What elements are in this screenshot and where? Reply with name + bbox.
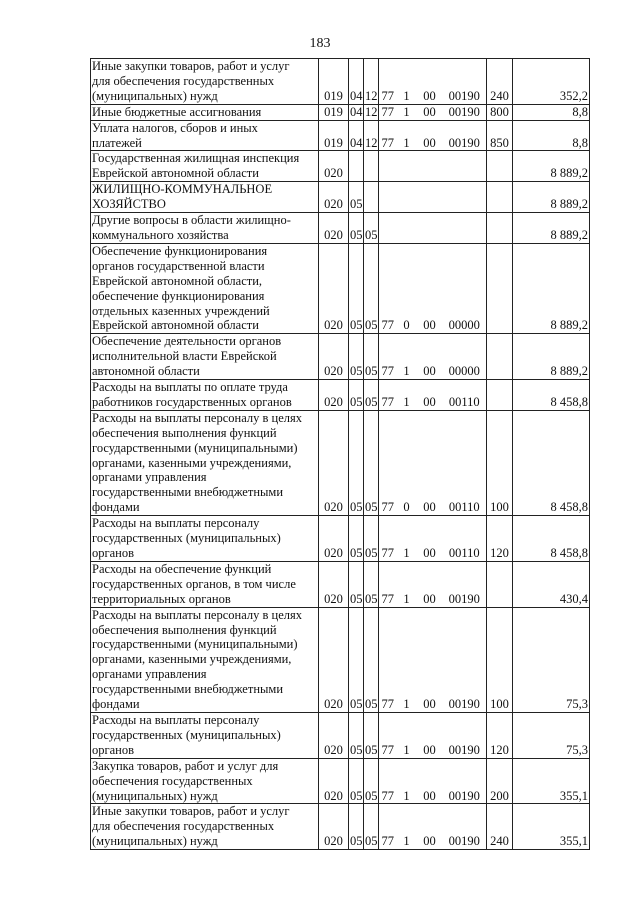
expense-code-cell: 00190 [443, 120, 487, 151]
expense-type-cell: 100 [487, 410, 513, 515]
direction-code-cell [417, 213, 443, 244]
item-name-line: Обеспечение функционирования [92, 243, 268, 258]
table-row [91, 151, 590, 182]
item-name-cell [91, 758, 319, 804]
item-name-line: Расходы на выплаты персоналу в целях [92, 607, 302, 622]
subprogram-code-cell: 1 [397, 120, 417, 151]
subsection-code-cell: 05 [364, 561, 379, 607]
item-name-cell [91, 410, 319, 515]
direction-code-cell: 00 [417, 758, 443, 804]
item-name-line: Иные бюджетные ассигнования [92, 104, 262, 119]
section-code-cell: 04 [350, 104, 363, 119]
item-name-line: Закупка товаров, работ и услуг для [92, 758, 279, 773]
item-name-line: (муниципальных) нужд [92, 788, 218, 803]
item-name-line: Иные закупки товаров, работ и услуг [92, 59, 290, 73]
subprogram-code-cell: 1 [397, 561, 417, 607]
expense-type-cell [487, 334, 513, 380]
subprogram-code-cell: 1 [397, 59, 417, 105]
section-code-cell [349, 151, 364, 182]
table-row [91, 758, 590, 804]
item-name-cell [91, 59, 319, 105]
expense-code-cell: 00110 [443, 410, 487, 515]
expense-code-cell: 00190 [443, 758, 487, 804]
ved-code-cell: 020 [319, 516, 349, 562]
expense-type-cell: 120 [487, 712, 513, 758]
section-code-cell: 05 [349, 516, 364, 562]
item-name-line: ХОЗЯЙСТВО [92, 197, 166, 212]
subsection-code-cell [364, 151, 379, 182]
table-row [91, 213, 590, 244]
amount-cell: 430,4 [513, 561, 590, 607]
item-name-line: органами управления [92, 470, 207, 485]
item-name-line: фондами [92, 697, 140, 712]
ved-code-cell: 020 [319, 213, 349, 244]
direction-code-cell: 00 [417, 120, 443, 151]
direction-code-cell: 00 [417, 243, 443, 333]
amount-cell: 8 889,2 [513, 243, 590, 333]
program-code-cell: 77 [379, 380, 397, 411]
subprogram-code-cell: 1 [397, 334, 417, 380]
section-code-cell: 05 [349, 380, 364, 411]
direction-code-cell: 00 [417, 516, 443, 562]
section-code-cell: 04 [349, 59, 364, 105]
direction-code-cell: 00 [417, 410, 443, 515]
item-name-line: органов [92, 742, 135, 757]
subsection-code-cell: 05 [364, 758, 379, 804]
item-name-cell [91, 804, 319, 850]
program-code-cell: 77 [379, 516, 397, 562]
program-code-cell: 77 [379, 410, 397, 515]
item-name-line: государственными (муниципальными) [92, 637, 298, 652]
subsection-code-cell: 12 [364, 59, 379, 105]
expense-code-cell: 00190 [443, 607, 487, 712]
subsection-code-cell: 05 [364, 334, 379, 380]
section-code-cell: 05 [349, 712, 364, 758]
item-name-line: органами, казенными учреждениями, [92, 652, 292, 667]
subprogram-code-cell [397, 151, 417, 182]
subprogram-code-cell: 1 [397, 104, 417, 120]
subsection-code-cell: 12 [365, 104, 378, 119]
item-name-cell [91, 151, 319, 182]
item-name-line: государственными внебюджетными [92, 682, 284, 697]
item-name-line: государственных (муниципальных) [92, 727, 281, 742]
amount-cell: 352,2 [513, 59, 590, 105]
section-code-cell: 05 [349, 182, 364, 213]
table-row [91, 120, 590, 151]
page-number: 183 [309, 36, 331, 51]
item-name-line: работников государственных органов [92, 394, 292, 409]
item-name-cell [91, 182, 319, 213]
expense-type-cell [487, 213, 513, 244]
subprogram-code-cell: 1 [397, 804, 417, 850]
expense-code-cell: 00190 [443, 561, 487, 607]
expense-type-cell: 120 [487, 516, 513, 562]
subprogram-code-cell: 0 [397, 243, 417, 333]
item-name-cell [91, 120, 319, 151]
subsection-code-cell: 05 [364, 607, 379, 712]
table-row [91, 804, 590, 850]
table-row [91, 380, 590, 411]
expense-type-cell: 240 [487, 59, 513, 105]
item-name-line: территориальных органов [92, 591, 231, 606]
expense-type-cell [487, 380, 513, 411]
item-name-line: Иные закупки товаров, работ и услуг [92, 804, 290, 819]
item-name-line: платежей [92, 135, 142, 150]
item-name-line: ЖИЛИЩНО-КОММУНАЛЬНОЕ [92, 182, 273, 197]
section-code-cell: 05 [349, 561, 364, 607]
item-name-line: обеспечения выполнения функций [92, 425, 277, 440]
item-name-line: Уплата налогов, сборов и иных [92, 120, 258, 135]
ved-code-cell: 020 [319, 712, 349, 758]
amount-cell: 8 889,2 [513, 334, 590, 380]
program-code-cell: 77 [379, 561, 397, 607]
item-name-line: (муниципальных) нужд [92, 834, 218, 849]
item-name-line: фондами [92, 500, 140, 515]
item-name-line: для обеспечения государственных [92, 73, 275, 88]
subsection-code-cell: 05 [364, 380, 379, 411]
ved-code-cell: 020 [319, 561, 349, 607]
item-name-cell [91, 213, 319, 244]
table-row [91, 334, 590, 380]
item-name-line: обеспечения государственных [92, 773, 253, 788]
section-code-cell: 05 [349, 410, 364, 515]
program-code-cell: 77 [379, 334, 397, 380]
program-code-cell: 77 [379, 104, 397, 120]
item-name-line: Расходы на выплаты персоналу [92, 516, 260, 531]
item-name-line: отдельных казенных учреждений [92, 303, 270, 318]
expense-type-cell: 240 [487, 804, 513, 850]
section-code-cell: 04 [349, 120, 364, 151]
program-code-cell: 77 [379, 607, 397, 712]
program-code-cell: 77 [379, 120, 397, 151]
direction-code-cell [417, 182, 443, 213]
item-name-cell [91, 607, 319, 712]
budget-table [90, 58, 590, 850]
table-row [91, 516, 590, 562]
ved-code-cell: 019 [319, 120, 349, 151]
direction-code-cell: 00 [417, 104, 443, 120]
subprogram-code-cell [397, 213, 417, 244]
program-code-cell [379, 182, 397, 213]
subsection-code-cell: 05 [364, 516, 379, 562]
subsection-code-cell: 05 [364, 213, 379, 244]
item-name-line: исполнительной власти Еврейской [92, 349, 277, 364]
expense-type-cell [487, 561, 513, 607]
item-name-line: (муниципальных) нужд [92, 88, 218, 103]
section-code-cell: 05 [349, 213, 364, 244]
direction-code-cell: 00 [417, 804, 443, 850]
table-row [91, 607, 590, 712]
item-name-cell [91, 243, 319, 333]
section-code-cell: 05 [349, 758, 364, 804]
amount-cell: 355,1 [513, 758, 590, 804]
expense-code-cell: 00190 [443, 104, 487, 120]
ved-code-cell: 019 [319, 59, 349, 105]
amount-cell: 75,3 [513, 712, 590, 758]
expense-type-cell [487, 151, 513, 182]
section-code-cell: 05 [349, 804, 364, 850]
table-body [91, 59, 590, 850]
program-code-cell: 77 [379, 712, 397, 758]
table-row [91, 410, 590, 515]
amount-cell: 75,3 [513, 607, 590, 712]
item-name-line: обеспечения выполнения функций [92, 622, 277, 637]
item-name-line: Государственная жилищная инспекция [92, 151, 300, 166]
expense-type-cell [487, 243, 513, 333]
subprogram-code-cell: 0 [397, 410, 417, 515]
item-name-line: Другие вопросы в области жилищно- [92, 213, 291, 228]
section-code-cell: 05 [349, 243, 364, 333]
amount-cell: 8 889,2 [513, 182, 590, 213]
subprogram-code-cell [397, 182, 417, 213]
ved-code-cell: 020 [319, 410, 349, 515]
amount-cell: 8 889,2 [513, 151, 590, 182]
item-name-cell [91, 516, 319, 562]
subsection-code-cell: 05 [364, 410, 379, 515]
ved-code-cell: 020 [319, 334, 349, 380]
subsection-code-cell [364, 182, 379, 213]
direction-code-cell: 00 [417, 380, 443, 411]
table-row [91, 59, 590, 105]
direction-code-cell: 00 [417, 561, 443, 607]
expense-type-cell: 100 [487, 607, 513, 712]
subsection-code-cell: 05 [364, 243, 379, 333]
item-name-line: государственными внебюджетными [92, 485, 284, 500]
amount-cell: 8 889,2 [513, 213, 590, 244]
subprogram-code-cell: 1 [397, 758, 417, 804]
program-code-cell: 77 [379, 758, 397, 804]
program-code-cell [379, 151, 397, 182]
item-name-line: органов государственной власти [92, 258, 265, 273]
direction-code-cell: 00 [417, 712, 443, 758]
expense-type-cell: 200 [487, 758, 513, 804]
amount-cell: 8 458,8 [513, 516, 590, 562]
subsection-code-cell: 05 [364, 804, 379, 850]
item-name-cell [91, 334, 319, 380]
item-name-line: органами управления [92, 667, 207, 682]
item-name-line: Еврейской автономной области, [92, 273, 263, 288]
table-row [91, 243, 590, 333]
expense-code-cell: 00110 [443, 380, 487, 411]
item-name-cell [91, 561, 319, 607]
ved-code-cell: 020 [319, 804, 349, 850]
direction-code-cell: 00 [417, 334, 443, 380]
table-row [91, 561, 590, 607]
item-name-line: Еврейской автономной области [92, 166, 259, 181]
ved-code-cell: 020 [319, 607, 349, 712]
program-code-cell: 77 [379, 804, 397, 850]
ved-code-cell: 020 [319, 380, 349, 411]
table-row [91, 182, 590, 213]
expense-code-cell: 00000 [443, 334, 487, 380]
item-name-line: Расходы на выплаты по оплате труда [92, 380, 288, 395]
expense-code-cell: 00000 [443, 243, 487, 333]
expense-code-cell: 00110 [443, 516, 487, 562]
item-name-line: для обеспечения государственных [92, 819, 275, 834]
expense-code-cell: 00190 [443, 712, 487, 758]
expense-code-cell: 00190 [443, 59, 487, 105]
item-name-line: Расходы на выплаты персоналу [92, 712, 260, 727]
table-row [91, 104, 590, 120]
subprogram-code-cell: 1 [397, 712, 417, 758]
ved-code-cell: 020 [319, 182, 349, 213]
amount-cell: 355,1 [513, 804, 590, 850]
item-name-line: обеспечение функционирования [92, 288, 265, 303]
program-code-cell: 77 [379, 59, 397, 105]
table-row [91, 712, 590, 758]
expense-code-cell [443, 151, 487, 182]
amount-cell: 8 458,8 [513, 380, 590, 411]
item-name-line: государственными (муниципальными) [92, 440, 298, 455]
direction-code-cell [417, 151, 443, 182]
expense-code-cell [443, 213, 487, 244]
expense-type-cell: 800 [487, 104, 513, 120]
item-name-cell [91, 380, 319, 411]
ved-code-cell: 020 [319, 151, 349, 182]
subprogram-code-cell: 1 [397, 516, 417, 562]
direction-code-cell: 00 [417, 59, 443, 105]
item-name-line: государственных органов, в том числе [92, 576, 296, 591]
ved-code-cell: 019 [319, 104, 349, 120]
subsection-code-cell: 05 [364, 712, 379, 758]
expense-type-cell [487, 182, 513, 213]
item-name-line: органами, казенными учреждениями, [92, 455, 292, 470]
amount-cell: 8,8 [513, 120, 590, 151]
amount-cell: 8,8 [513, 104, 590, 120]
item-name-line: коммунального хозяйства [92, 227, 229, 242]
amount-cell: 8 458,8 [513, 410, 590, 515]
item-name-line: Обеспечение деятельности органов [92, 334, 282, 349]
program-code-cell: 77 [379, 243, 397, 333]
program-code-cell [379, 213, 397, 244]
item-name-line: автономной области [92, 364, 200, 379]
item-name-line: Еврейской автономной области [92, 318, 259, 333]
ved-code-cell: 020 [319, 758, 349, 804]
expense-type-cell: 850 [487, 120, 513, 151]
subprogram-code-cell: 1 [397, 380, 417, 411]
subsection-code-cell: 12 [364, 120, 379, 151]
item-name-line: Расходы на выплаты персоналу в целях [92, 410, 302, 425]
item-name-line: Расходы на обеспечение функций [92, 561, 272, 576]
ved-code-cell: 020 [319, 243, 349, 333]
section-code-cell: 05 [349, 607, 364, 712]
item-name-line: государственных (муниципальных) [92, 531, 281, 546]
expense-code-cell [443, 182, 487, 213]
subprogram-code-cell: 1 [397, 607, 417, 712]
section-code-cell: 05 [349, 334, 364, 380]
expense-code-cell: 00190 [443, 804, 487, 850]
direction-code-cell: 00 [417, 607, 443, 712]
item-name-cell [91, 712, 319, 758]
item-name-line: органов [92, 546, 135, 560]
item-name-cell [91, 104, 319, 120]
